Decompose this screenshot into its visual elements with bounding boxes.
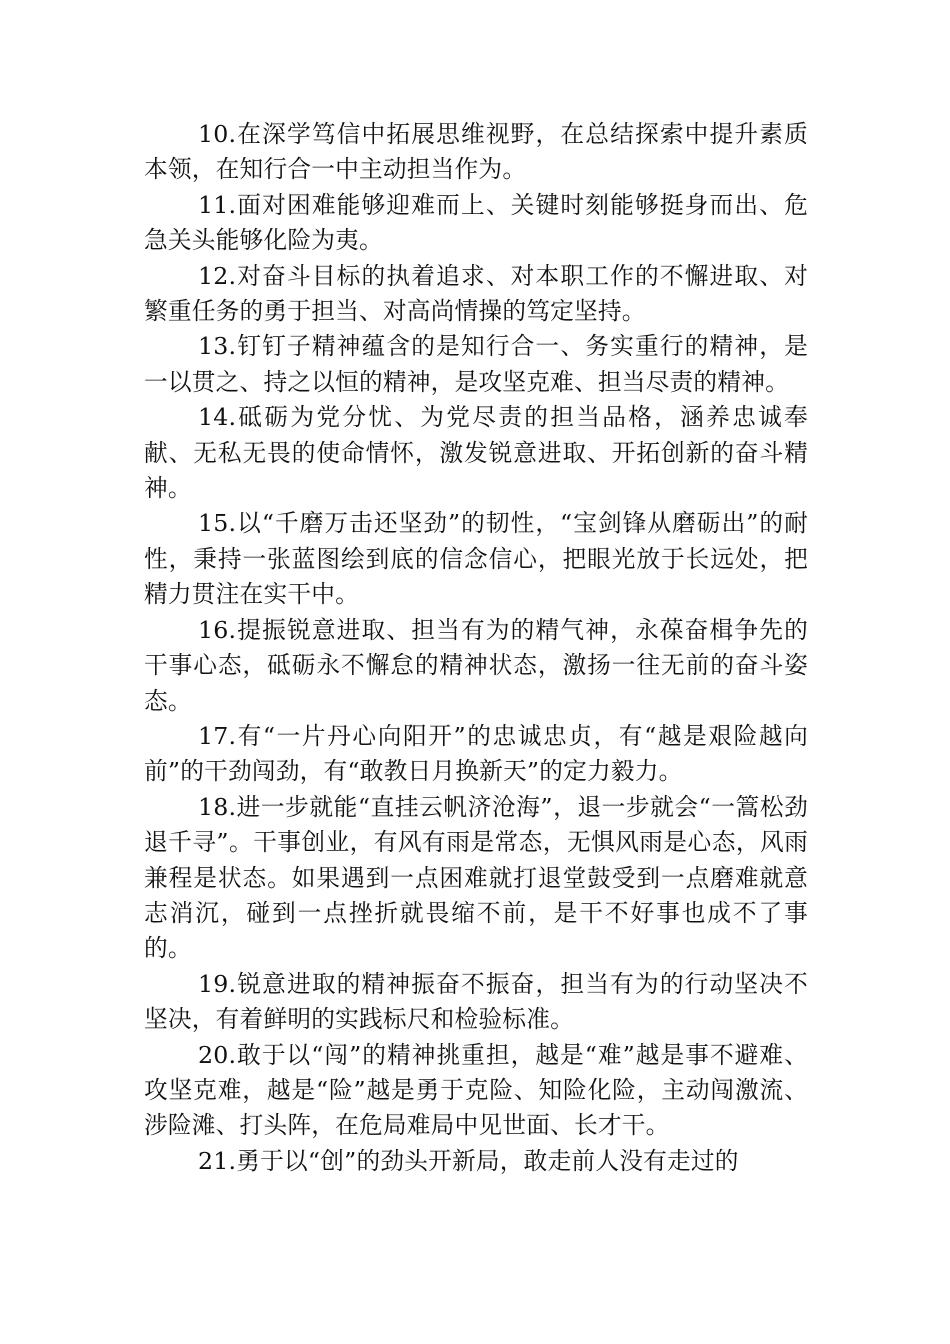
paragraph-21: 21.勇于以“创”的劲头开新局，敢走前人没有走过的 bbox=[198, 1146, 739, 1175]
paragraph-19: 19.锐意进取的精神振奋不振奋，担当有为的行动坚决不坚决，有着鲜明的实践标尺和检验标准。 bbox=[144, 969, 808, 1034]
paragraph-11: 11.面对困难能够迎难而上、关键时刻能够挺身而出、危急关头能够化险为夷。 bbox=[144, 190, 808, 255]
paragraph-15: 15.以“千磨万击还坚劲”的韧性，“宝剑锋从磨砺出”的耐性，秉持一张蓝图绘到底的信念信心，把眼光放于长远处，把精力贯注在实干中。 bbox=[144, 509, 808, 609]
paragraph-12: 12.对奋斗目标的执着追求、对本职工作的不懈进取、对繁重任务的勇于担当、对高尚情操的笃定坚持。 bbox=[144, 261, 808, 326]
paragraph-13: 13.钉钉子精神蕴含的是知行合一、务实重行的精神，是一以贯之、持之以恒的精神，是攻坚克难、担当尽责的精神。 bbox=[144, 332, 808, 396]
paragraph-18: 18.进一步就能“直挂云帆济沧海”，退一步就会“一篙松劲退千寻”。干事创业，有风有雨是常态，无惧风雨是心态，风雨兼程是状态。如果遇到一点困难就打退堂鼓受到一点磨难就意志消沉，碰到一点挫折就畏缩不前，是干不好事也成不了事的。 bbox=[144, 792, 808, 963]
paragraph-20: 20.敢于以“闯”的精神挑重担，越是“难”越是事不避难、攻坚克难，越是“险”越是勇于克险、知险化险，主动闯激流、涉险滩、打头阵，在危局难局中见世面、长才干。 bbox=[144, 1040, 808, 1140]
document-body bbox=[144, 117, 808, 1179]
paragraph-14: 14.砥砺为党分忧、为党尽责的担当品格，涵养忠诚奉献、无私无畏的使命情怀，激发锐意进取、开拓创新的奋斗精神。 bbox=[144, 403, 808, 503]
paragraph-16: 16.提振锐意进取、担当有为的精气神，永葆奋楫争先的干事心态，砥砺永不懈怠的精神状态，激扬一往无前的奋斗姿态。 bbox=[144, 615, 808, 715]
paragraph-17: 17.有“一片丹心向阳开”的忠诚忠贞，有“越是艰险越向前”的干劲闯劲，有“敢教日月换新天”的定力毅力。 bbox=[144, 721, 808, 786]
paragraph-10: 10.在深学笃信中拓展思维视野，在总结探索中提升素质本领，在知行合一中主动担当作为。 bbox=[144, 120, 808, 184]
